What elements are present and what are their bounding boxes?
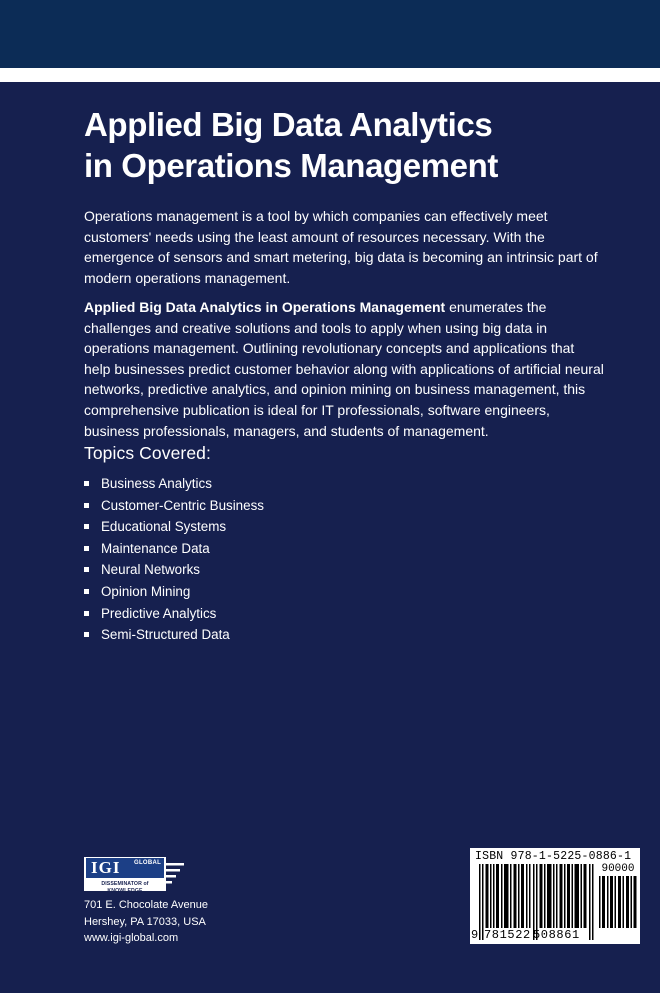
ean-group-2: 508861: [533, 928, 580, 942]
white-stripe: [0, 68, 660, 82]
ean-first-digit: 9: [471, 928, 479, 942]
publisher-website: www.igi-global.com: [84, 932, 179, 944]
addon-bars-icon: [599, 876, 637, 928]
price-code: 90000: [601, 863, 635, 875]
topic-item: Semi-Structured Data: [84, 624, 264, 646]
topic-item: Business Analytics: [84, 473, 264, 495]
topic-item: Customer-Centric Business: [84, 495, 264, 517]
logo-lines-icon: [166, 861, 184, 887]
book-title-inline: Applied Big Data Analytics in Operations Management: [84, 299, 446, 315]
topic-item: Maintenance Data: [84, 538, 264, 560]
top-color-band: [0, 0, 660, 68]
topics-list: [84, 473, 264, 646]
logo-tagline: DISSEMINATOR of KNOWLEDGE: [101, 881, 149, 894]
logo-box: [84, 857, 166, 894]
topic-item: Neural Networks: [84, 559, 264, 581]
ean-group-1: 781522: [484, 928, 531, 942]
topic-item: Opinion Mining: [84, 581, 264, 603]
isbn-barcode: [470, 848, 640, 944]
title-line-2: in Operations Management: [84, 147, 498, 184]
description-paragraph-2: [84, 297, 604, 441]
logo-igi-text: IGI: [86, 858, 164, 878]
isbn-label: ISBN 978-1-5225-0886-1: [475, 850, 632, 863]
book-title: [84, 104, 624, 186]
address-street: 701 E. Chocolate Avenue: [84, 899, 208, 911]
topics-heading: Topics Covered:: [84, 443, 211, 463]
topic-item: Educational Systems: [84, 516, 264, 538]
description-paragraph-2-text: enumerates the challenges and creative solutions and tools to apply when using big data in operations management. Outlining revolutionary concepts and applications that help businesses predict customer behavior along with applications of artificial neural networks, predictive analytics, and opinion mining on business management, this comprehensive publication is ideal for IT professionals, software engineers, business professionals, managers, and students of management.: [84, 299, 604, 439]
title-line-1: Applied Big Data Analytics: [84, 106, 493, 143]
description-paragraph-1: Operations management is a tool by which companies can effectively meet customers' needs using the least amount of resources necessary. With the emergence of sensors and smart metering, big data is becoming an intrinsic part of modern operations management.: [84, 208, 598, 286]
publisher-address: [84, 897, 208, 947]
logo-global-text: GLOBAL: [134, 860, 162, 866]
publisher-logo: [84, 857, 184, 894]
address-city: Hershey, PA 17033, USA: [84, 915, 206, 928]
topic-item: Predictive Analytics: [84, 603, 264, 625]
